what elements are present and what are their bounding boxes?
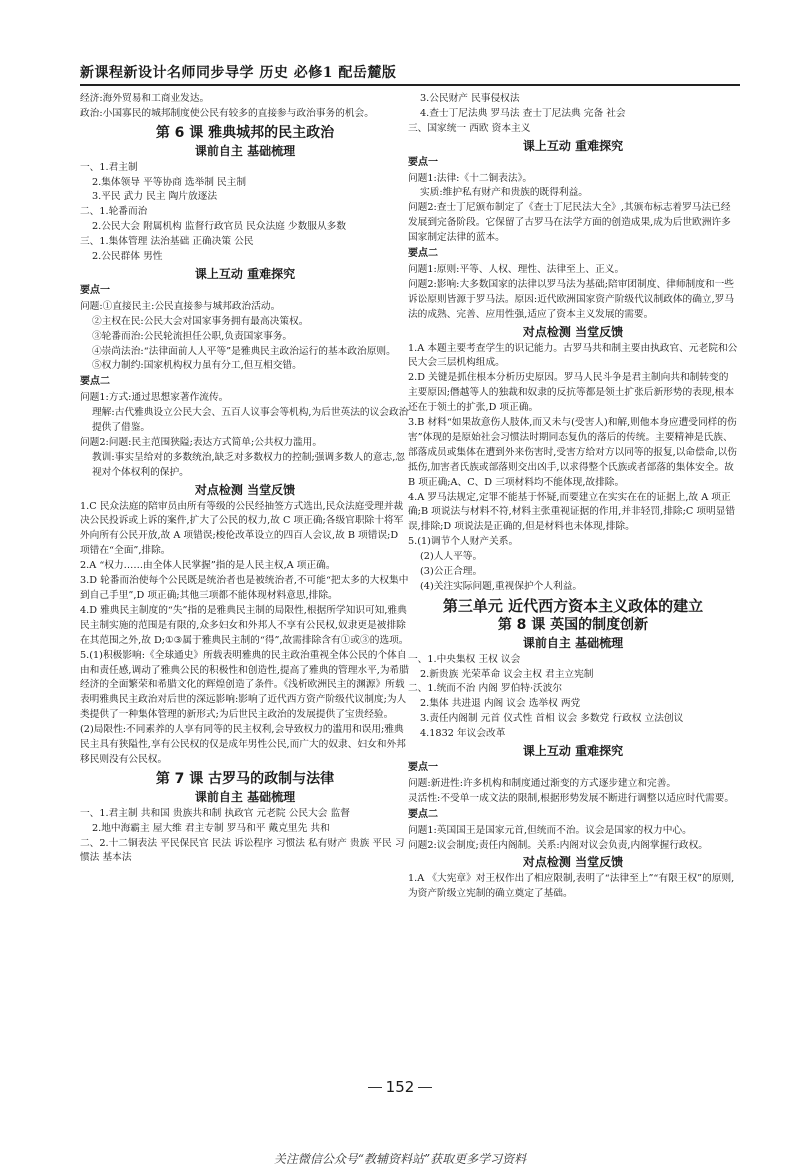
intro-line: 政治:小国寡民的城邦制度使公民有较多的直接参与政治事务的机会。 — [80, 107, 374, 119]
list-item: ②主权在民:公民大会对国家事务拥有最高决策权。 — [92, 315, 309, 327]
list-item: 2.公民群体 男性 — [92, 251, 163, 263]
answer-item: (3)公正合理。 — [420, 566, 483, 578]
list-item: 实质:维护私有财产和贵族的既得利益。 — [420, 187, 588, 199]
answer-item: 4.D 雅典民主制度的“失”指的是雅典民主制的局限性,根据所学知识可知,雅典民主制实施的范围是有限的,众多妇女和外邦人不享有公民权,奴隶更是被排除在其范围之外,故 D;①③属于雅典民主制的“得”,故需排除含有①或③的选项。 — [80, 604, 409, 646]
list-item: 问题1:英国国王是国家元首,但统而不治。议会是国家的权力中心。 — [408, 824, 692, 836]
list-item: 问题1:法律:《十二铜表法》。 — [408, 172, 533, 184]
list-item: 二、1.统而不治 内阁 罗伯特·沃波尔 — [408, 683, 563, 695]
list-item: 一、1.君主制 — [80, 161, 138, 173]
list-item: 3.公民财产 民事侵权法 — [420, 93, 520, 104]
list-item: 问题:新进性:许多机构和制度通过渐变的方式逐步建立和完善。 — [408, 777, 677, 789]
list-item: 灵活性:不受单一成文法的限制,根据形势发展不断进行调整以适应时代需要。 — [408, 792, 735, 804]
section-title: 课上互动 重难探究 — [522, 744, 624, 759]
answer-item: 4.A 罗马法规定,定罪不能基于怀疑,而要建立在实实在在的证据上,故 A 项正确;B 项说法与材料不符,材料主张重视证据的作用,并非轻罚,排除;C 项明显错误,排除;D 项说法是正确的,但是材料也未体现,排除。 — [408, 491, 736, 533]
intro-line: 经济:海外贸易和工商业发达。 — [80, 93, 210, 104]
key-point-label: 要点一 — [408, 156, 438, 168]
key-point-label: 要点一 — [408, 761, 438, 773]
answer-item: 5.(1)积极影响:《全球通史》所载表明雅典的民主政治重视全体公民的个体自由和责任感,调动了雅典公民的积极性和创造性,提高了雅典的管理水平,为希腊经济的全面繁荣和希腊文化的辉煌创造了条件。《浅析欧洲民主的渊源》所载表明雅典民主政治对后世的深远影响:影响了近代西方资产阶级代议制度;为人类提供了一种集体管理的新形式;为后世民主政治的发展提供了宝贵经验。 — [80, 649, 409, 721]
list-item: 教训:事实呈给对的多数统治,缺乏对多数权力的控制;强调多数人的意志,忽视对个体权利的保护。 — [92, 451, 405, 478]
answer-item: (2)局限性:不同素养的人享有同等的民主权利,会导致权力的滥用和误用;雅典民主具有狭隘性,享有公民权的仅是成年男性公民,而广大的奴隶、妇女和外邦移民则没有公民权。 — [80, 724, 406, 765]
list-item: 2.新贵族 光荣革命 议会主权 君主立宪制 — [420, 668, 594, 680]
list-item: 问题2:查士丁尼颁布制定了《查士丁尼民法大全》,其颁布标志着罗马法已经发展到完备阶段。它保留了古罗马在法学方面的创造成果,成为后世欧洲许多国家制定法律的蓝本。 — [408, 202, 731, 244]
list-item: 三、1.集体管理 法治基础 正确决策 公民 — [80, 236, 254, 248]
key-point-label: 要点二 — [80, 376, 110, 388]
list-item: 2.集体领导 平等协商 选举制 民主制 — [92, 176, 247, 188]
list-item: 2.地中海霸主 屋大维 君主专制 罗马和平 戴克里先 共和 — [92, 822, 330, 834]
answer-item: 2.D 关键是抓住根本分析历史原因。罗马人民斗争是君主制向共和制转变的主要原因;僭越等人的独裁和奴隶的反抗等都是领土扩张后新形势的表现,根本还在于领土的扩张,D 项正确。 — [408, 372, 735, 414]
list-item: 问题1:方式:通过思想家著作流传。 — [80, 392, 229, 404]
section-title: 对点检测 当堂反馈 — [194, 482, 296, 497]
list-item: 4.1832 年议会改革 — [420, 728, 506, 740]
list-item: 4.查士丁尼法典 罗马法 查士丁尼法典 完备 社会 — [420, 107, 626, 119]
list-item: 3.责任内阁制 元首 仪式性 首相 议会 多数党 行政权 立法创议 — [420, 713, 684, 725]
answer-item: 1.A 本题主要考查学生的识记能力。古罗马共和制主要由执政官、元老院和公民大会三层机构组成。 — [408, 342, 738, 369]
list-item: 二、2.十二铜表法 平民保民官 民法 诉讼程序 习惯法 私有财产 贵族 平民 习惯法 基本法 — [80, 837, 405, 864]
list-item: 问题2:议会制度;责任内阁制。关系:内阁对议会负责,内阁掌握行政权。 — [408, 839, 708, 851]
section-title: 课上互动 重难探究 — [194, 266, 296, 281]
lesson-7-title: 第 7 课 古罗马的政制与法律 — [155, 770, 335, 787]
lesson-6-title: 第 6 课 雅典城邦的民主政治 — [155, 124, 335, 141]
list-item: 问题:①直接民主:公民直接参与城邦政治活动。 — [80, 300, 281, 312]
list-item: ④崇尚法治:“法律面前人人平等”是雅典民主政治运行的基本政治原则。 — [92, 345, 396, 357]
page-header: 新课程新设计名师同步导学 历史 必修1 配岳麓版 — [80, 65, 397, 81]
answer-item: 5.(1)调节个人财产关系。 — [408, 536, 519, 548]
answer-item: 3.B 材料“如果故意伤人肢体,而又未与(受害人)和解,则他本身应遭受同样的伤害”体现的是原始社会习惯法时期同态复仇的落后的传统。主要精神是氏族、部落成员或集体在遭到外来伤害时,受害方给对方以同等的报复,以命偿命,以伤抵伤,加害者氏族或部落则交出凶手,以求得整个氏族或者部落的集体安全。故 B 项正确;A、C、D 三项材料均不能体现,故排除。 — [408, 417, 737, 488]
list-item: 2.公民大会 附属机构 监督行政官员 民众法庭 少数服从多数 — [92, 221, 347, 233]
answer-item: 1.C 民众法庭的陪审员由所有等级的公民经抽签方式选出,民众法庭受理并裁决公民投诉或上诉的案件,扩大了公民的权力,故 C 项正确;各级官职除十将军外向所有公民开放,故 A 项错误;梭伦改革设立的四百人会议,故 B 项错误;D 项错在“全面”,排除。 — [80, 500, 404, 557]
answer-item: (2)人人平等。 — [420, 551, 483, 563]
list-item: 3.平民 武力 民主 陶片放逐法 — [92, 191, 218, 203]
section-title: 课上互动 重难探究 — [522, 138, 624, 153]
list-item: 一、1.中央集权 王权 议会 — [408, 653, 521, 665]
list-item: ⑤权力制约:国家机构权力虽有分工,但互相交错。 — [92, 360, 302, 372]
key-point-label: 要点二 — [408, 808, 438, 820]
unit-3-title: 第三单元 近代西方资本主义政体的建立 — [442, 596, 704, 615]
footer-watermark: 关注微信公众号“教辅资料站”获取更多学习资料 — [273, 1152, 527, 1166]
list-item: 一、1.君主制 共和国 贵族共和制 执政官 元老院 公民大会 监督 — [80, 807, 350, 819]
list-item: 问题1:原则:平等、人权、理性、法律至上、正义。 — [408, 263, 625, 275]
answer-item: 2.A “权力……由全体人民掌握”指的是人民主权,A 项正确。 — [80, 560, 336, 572]
lesson-8-title: 第 8 课 英国的制度创新 — [497, 616, 649, 633]
section-title: 对点检测 当堂反馈 — [522, 855, 624, 870]
key-point-label: 要点一 — [80, 284, 110, 296]
answer-item: (4)关注实际问题,重视保护个人利益。 — [420, 581, 583, 592]
page-number: 152 — [350, 1078, 450, 1096]
right-column — [408, 92, 738, 902]
list-item: 三、国家统一 西欧 资本主义 — [408, 122, 531, 134]
list-item: 问题2:影响:大多数国家的法律以罗马法为基础;陪审团制度、律师制度和一些诉讼原则皆源于罗马法。原因:近代欧洲国家资产阶级代议制政体的确立,罗马法的成熟、完善、应用性强,适应了资本主义发展的需要。 — [408, 278, 735, 320]
header-divider — [80, 84, 740, 86]
list-item: 二、1.轮番而治 — [80, 206, 148, 218]
key-point-label: 要点二 — [408, 248, 438, 260]
list-item: ③轮番而治:公民轮流担任公职,负责国家事务。 — [92, 330, 293, 342]
answer-item: 1.A 《大宪章》对王权作出了相应限制,表明了“法律至上”“有限王权”的原则,为资产阶级立宪制的确立奠定了基础。 — [408, 873, 735, 900]
section-title: 课前自主 基础梳理 — [522, 635, 624, 650]
section-title: 对点检测 当堂反馈 — [522, 324, 624, 339]
list-item: 2.集体 共进退 内阁 议会 选举权 两党 — [420, 698, 581, 710]
section-title: 课前自主 基础梳理 — [194, 789, 296, 804]
answer-item: 3.D 轮番而治使每个公民既是统治者也是被统治者,不可能“把太多的大权集中到自己手里”,D 项正确;其他三项都不能体现材料意思,排除。 — [80, 575, 409, 601]
left-column — [80, 92, 410, 866]
section-title: 课前自主 基础梳理 — [194, 143, 296, 158]
list-item: 问题2:问题:民主范围狭隘;表达方式简单;公共权力滥用。 — [80, 436, 323, 448]
list-item: 理解:古代雅典设立公民大会、五百人议事会等机构,为后世英法的议会政治提供了借鉴。 — [92, 407, 409, 434]
